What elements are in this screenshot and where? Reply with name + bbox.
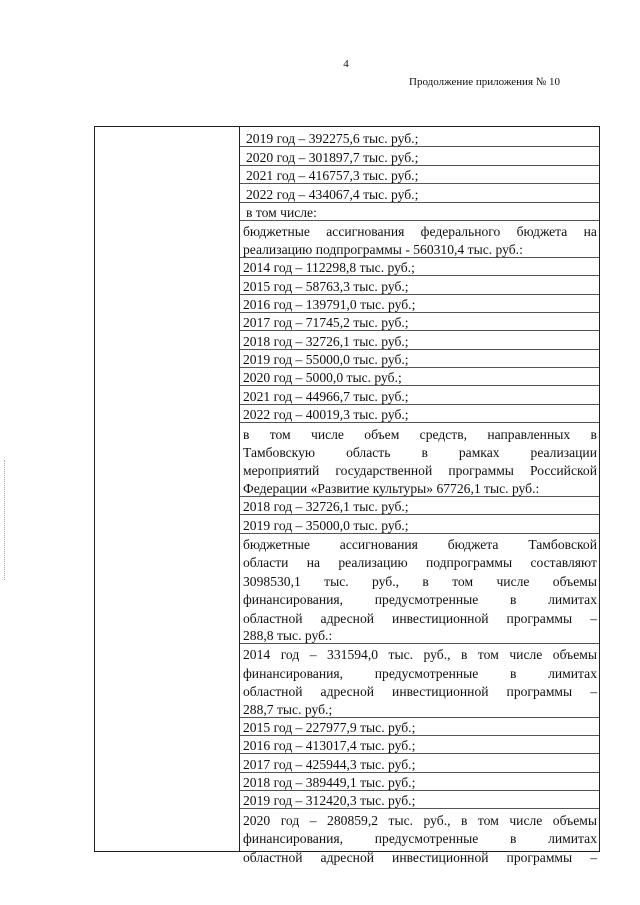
text-line: 2016 год – 413017,4 тыс. руб.; (240, 736, 599, 754)
text-line: Тамбовскую область в рамках реализации (243, 445, 597, 461)
table-right-column (240, 129, 599, 865)
text-line: 2015 год – 227977,9 тыс. руб.; (240, 718, 599, 736)
text-line: 2018 год – 389449,1 тыс. руб.; (240, 773, 599, 791)
text-line: 2022 год – 434067,4 тыс. руб.; (240, 184, 599, 202)
appendix-label: Продолжение приложения № 10 (409, 76, 560, 88)
text-line: Федерации «Развитие культуры» 67726,1 тыс. руб.: (240, 478, 599, 496)
text-line: финансирования, предусмотренные в лимитах (243, 665, 597, 681)
text-line: 2016 год – 139791,0 тыс. руб.; (240, 295, 599, 313)
text-line: 2021 год – 44966,7 тыс. руб.; (240, 386, 599, 404)
text-line: реализацию подпрограммы - 560310,4 тыс. руб.: (240, 239, 599, 257)
table-left-column (95, 127, 240, 851)
text-line: 2014 год – 112298,8 тыс. руб.; (240, 258, 599, 276)
text-line: мероприятий государственной программы Российской (243, 463, 597, 479)
text-line: областной адресной инвестиционной программы – (243, 849, 597, 865)
text-line: финансирования, предусмотренные в лимитах (243, 831, 597, 847)
text-line: в том числе объем средств, направленных в (243, 426, 597, 442)
text-line: 2019 год – 312420,3 тыс. руб.; (240, 791, 599, 809)
text-line: 2018 год – 32726,1 тыс. руб.; (240, 497, 599, 515)
text-line: 2020 год – 301897,7 тыс. руб.; (240, 147, 599, 165)
text-line: 2017 год – 425944,3 тыс. руб.; (240, 754, 599, 772)
text-line: 2019 год – 392275,6 тыс. руб.; (240, 129, 599, 147)
text-line: в том числе: (240, 203, 599, 221)
text-line: 2020 год – 280859,2 тыс. руб., в том числе объемы (243, 812, 597, 828)
document-table (94, 126, 600, 865)
text-line: 2018 год – 32726,1 тыс. руб.; (240, 331, 599, 349)
text-line: 2020 год – 5000,0 тыс. руб.; (240, 368, 599, 386)
text-line: 2019 год – 55000,0 тыс. руб.; (240, 350, 599, 368)
text-line: 3098530,1 тыс. руб., в том числе объемы (243, 573, 597, 589)
text-line: 2021 год – 416757,3 тыс. руб.; (240, 166, 599, 184)
text-line: 288,7 тыс. руб.; (240, 699, 599, 717)
text-line: 2014 год – 331594,0 тыс. руб., в том числе объемы (243, 647, 597, 663)
text-line: 2019 год – 35000,0 тыс. руб.; (240, 515, 599, 533)
text-line: бюджетные ассигнования бюджета Тамбовской (243, 536, 597, 552)
text-line: 288,8 тыс. руб.: (240, 626, 599, 644)
text-line: области на реализацию подпрограммы составляют (243, 555, 597, 571)
text-line: бюджетные ассигнования федерального бюджета на (243, 224, 597, 240)
margin-mark (4, 460, 7, 580)
text-line: 2022 год – 40019,3 тыс. руб.; (240, 405, 599, 423)
text-line: 2017 год – 71745,2 тыс. руб.; (240, 313, 599, 331)
text-line: областной адресной инвестиционной программы – (243, 610, 597, 626)
text-line: 2015 год – 58763,3 тыс. руб.; (240, 276, 599, 294)
text-line: финансирования, предусмотренные в лимитах (243, 592, 597, 608)
page-number: 4 (343, 58, 349, 70)
text-line: областной адресной инвестиционной программы – (243, 684, 597, 700)
